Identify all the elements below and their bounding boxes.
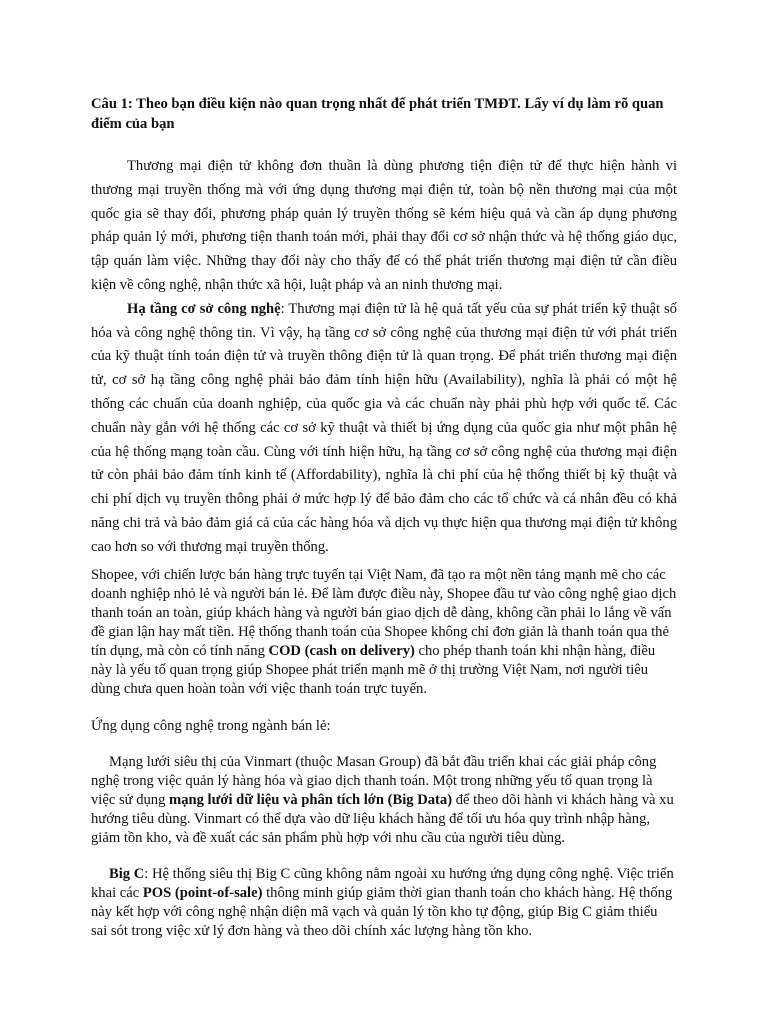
shopee-cod-term: COD (cash on delivery) [268, 642, 415, 659]
bigc-term: Big C [109, 865, 145, 882]
vinmart-bigdata-term: mạng lưới dữ liệu và phân tích lớn (Big Data) [169, 791, 453, 808]
infrastructure-text: : Thương mại điện tử là hệ quả tất yếu của sự phát triển kỹ thuật số hóa và công nghệ thông tin. Vì vậy, hạ tầng cơ sở công nghệ của thương mại điện tử với phát triển của kỹ thuật tính toán điện tử và truyền thông điện tử là quan trọng. Để phát triển thương mại điện tử, cơ sở hạ tầng công nghệ phải bảo đảm tính hiện hữu (Availability), nghĩa là phải có một hệ thống các chuẩn của doanh nghiệp, của quốc gia và các chuẩn này phải phù hợp với quốc tế. Các chuẩn này gắn với hệ thống các cơ sở kỹ thuật và thiết bị ứng dụng của quốc gia như một phân hệ của hệ thống mạng toàn cầu. Cùng với tính hiện hữu, hạ tầng cơ sở công nghệ của thương mại điện tử còn phải bảo đảm tính kinh tế (Affordability), nghĩa là chi phí của hệ thống thiết bị kỹ thuật và chi phí dịch vụ truyền thông phải ở mức hợp lý để bảo đảm cho các tổ chức và cá nhân đều có khả năng chi trả và bảo đảm giá cả của các hàng hóa và dịch vụ thực hiện qua thương mại điện tử không cao hơn so với thương mại truyền thống. [91, 300, 677, 555]
shopee-text-after: cho phép thanh toán khi nhận hàng, điều này là yếu tố quan trọng giúp Shopee phát triển mạnh mẽ ở thị trường Việt Nam, nơi người tiêu dùng chưa quen hoàn toàn với việc thanh toán trực tuyến. [91, 642, 656, 697]
vinmart-text-after: để theo dõi hành vi khách hàng và xu hướng tiêu dùng. Vinmart có thể dựa vào dữ liệu khách hàng để tối ưu hóa quy trình nhập hàng, giảm tồn kho, và đề xuất các sản phẩm phù hợp với nhu cầu của người tiêu dùng. [91, 791, 674, 846]
bigc-text-after: thông minh giúp giảm thời gian thanh toán cho khách hàng. Hệ thống này kết hợp với công nghệ nhận diện mã vạch và quản lý tồn kho tự động, giúp Big C giảm thiểu sai sót trong việc xử lý đơn hàng và theo dõi chính xác lượng hàng tồn kho. [91, 884, 673, 939]
question-title: Câu 1: Theo bạn điều kiện nào quan trọng nhất để phát triển TMĐT. Lấy ví dụ làm rõ quan điểm của bạn [91, 96, 664, 132]
bigc-pos-term: POS (point-of-sale) [142, 884, 263, 901]
vinmart-text-before: Mạng lưới siêu thị của Vinmart (thuộc Masan Group) đã bắt đầu triển khai các giải pháp công nghệ trong việc quản lý hàng hóa và giao dịch thanh toán. Một trong những yếu tố quan trọng là việc sử dụng [91, 753, 657, 808]
shopee-paragraph [91, 566, 677, 699]
document-page [91, 94, 677, 941]
intro-paragraph: Thương mại điện tử không đơn thuần là dùng phương tiện điện tử để thực hiện hành vi thương mại truyền thống mà với ứng dụng thương mại điện tử, toàn bộ nền thương mại của một quốc gia sẽ thay đổi, phương pháp quản lý truyền thống sẽ kém hiệu quả và cần áp dụng phương pháp quản lý mới, phương tiện thanh toán mới, phải thay đổi cơ sở nhận thức và hệ thống giáo dục, tập quán làm việc. Những thay đổi này cho thấy để có thể phát triển thương mại điện tử cần điều kiện về công nghệ, nhận thức xã hội, luật pháp và an ninh thương mại. [91, 158, 677, 293]
infrastructure-paragraph [91, 298, 677, 560]
shopee-text-before: Shopee, với chiến lược bán hàng trực tuyến tại Việt Nam, đã tạo ra một nền tảng mạnh mẽ cho các doanh nghiệp nhỏ lẻ và người bán lẻ. Để làm được điều này, Shopee đầu tư vào công nghệ giao dịch thanh toán an toàn, giúp khách hàng và người bán giao dịch dễ dàng, không cần phải lo lắng về vấn đề gian lận hay mất tiền. Hệ thống thanh toán của Shopee không chỉ đơn giản là thanh toán qua thẻ tín dụng, mà còn có tính năng [91, 566, 677, 659]
bigc-text-before: : Hệ thống siêu thị Big C cũng không nằm ngoài xu hướng ứng dụng công nghệ. Việc triển khai các [91, 865, 674, 901]
bigc-paragraph [91, 865, 677, 941]
retail-heading: Ứng dụng công nghệ trong ngành bán lẻ: [91, 717, 331, 734]
infrastructure-term: Hạ tầng cơ sở công nghệ [127, 300, 281, 317]
vinmart-paragraph [91, 753, 677, 848]
